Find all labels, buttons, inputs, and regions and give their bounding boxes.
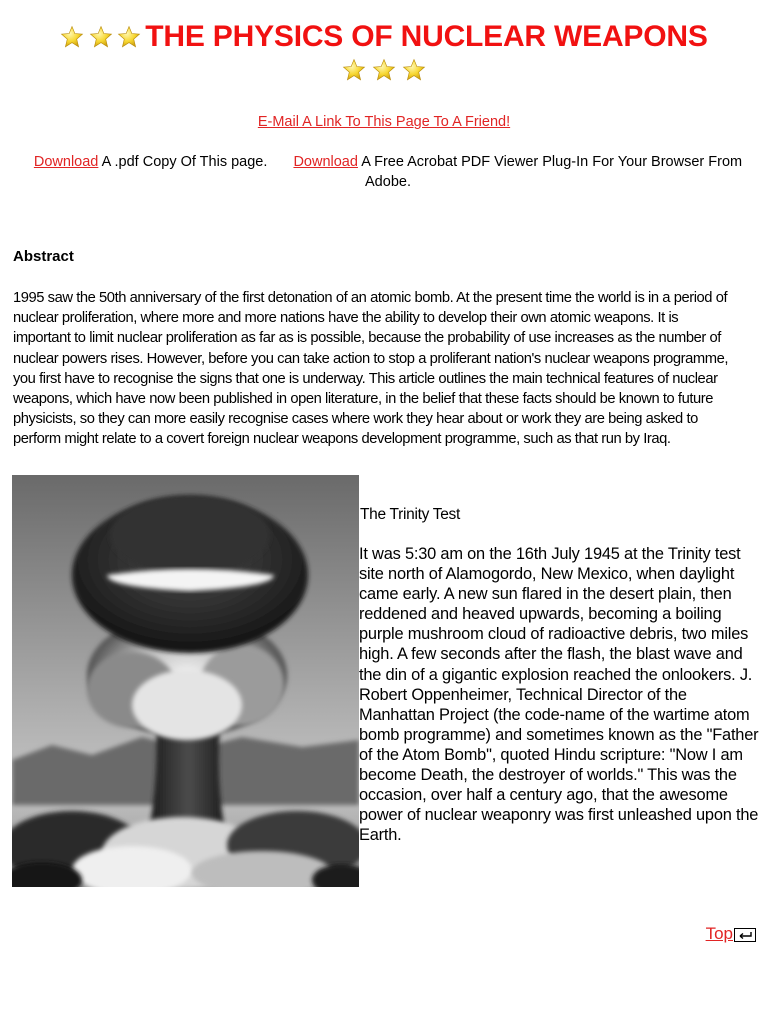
email-link[interactable]: E-Mail A Link To This Page To A Friend! bbox=[257, 114, 511, 130]
star-icon bbox=[60, 25, 84, 49]
star-icon bbox=[402, 58, 426, 82]
title-stars-left bbox=[60, 25, 141, 49]
abstract-heading: Abstract bbox=[13, 248, 74, 265]
download-acrobat-link[interactable]: Download bbox=[293, 154, 358, 170]
abstract-body: 1995 saw the 50th anniversary of the first detonation of an atomic bomb. At the present time the world is in a period of nuclear proliferation, where more and more nations have the ability to develop their own atomic weapons. It is important to limit nuclear proliferation as far as is possible, because the probability of use increases as the number of nuclear powers rises. However, before you can take action to stop a proliferant nation's nuclear weapons programme, you first have to recognise the signs that one is underway. This article outlines the main technical features of nuclear weapons, which have now been published in open literature, in the belief that these facts should be known to future physicists, so they can more easily recognise cases where work they hear about or work they are being asked to perform might relate to a covert foreign nuclear weapons development programme, such as that run by Iraq. bbox=[13, 289, 728, 448]
star-icon bbox=[372, 58, 396, 82]
trinity-heading: The Trinity Test bbox=[360, 506, 461, 523]
title-row bbox=[0, 20, 768, 54]
top-link[interactable]: Top bbox=[705, 924, 733, 943]
trinity-test-photo bbox=[12, 475, 359, 891]
page-title: THE PHYSICS OF NUCLEAR WEAPONS bbox=[145, 20, 708, 53]
download-pdf-text: A .pdf Copy Of This page. bbox=[101, 154, 268, 170]
trinity-body: It was 5:30 am on the 16th July 1945 at the Trinity test site north of Alamogordo, New Mexico, when daylight came early. A new sun flared in the desert plain, then reddened and heaved upwards, becoming a boiling purple mushroom cloud of radioactive debris, two miles high. A few seconds after the flash, the blast wave and the din of a gigantic explosion reached the onlookers. J. Robert Oppenheimer, Technical Director of the Manhattan Project (the code-name of the wartime atom bomb programme) and sometimes known as the "Father of the Atom Bomb", quoted Hindu scripture: "Now I am become Death, the destroyer of worlds." This was the occasion, over half a century ago, that the awesome power of nuclear weaponry was first unleashed upon the Earth. bbox=[359, 545, 759, 845]
star-icon bbox=[117, 25, 141, 49]
star-icon bbox=[89, 25, 113, 49]
star-icon bbox=[342, 58, 366, 82]
title-stars-bottom bbox=[0, 58, 768, 82]
top-link-row bbox=[706, 924, 756, 944]
download-line bbox=[18, 152, 758, 192]
download-pdf-link[interactable]: Download bbox=[33, 154, 99, 170]
email-link-row bbox=[0, 114, 768, 130]
return-arrow-icon[interactable] bbox=[734, 928, 756, 942]
download-acrobat-text: A Free Acrobat PDF Viewer Plug-In For Your Browser From Adobe. bbox=[361, 154, 743, 190]
